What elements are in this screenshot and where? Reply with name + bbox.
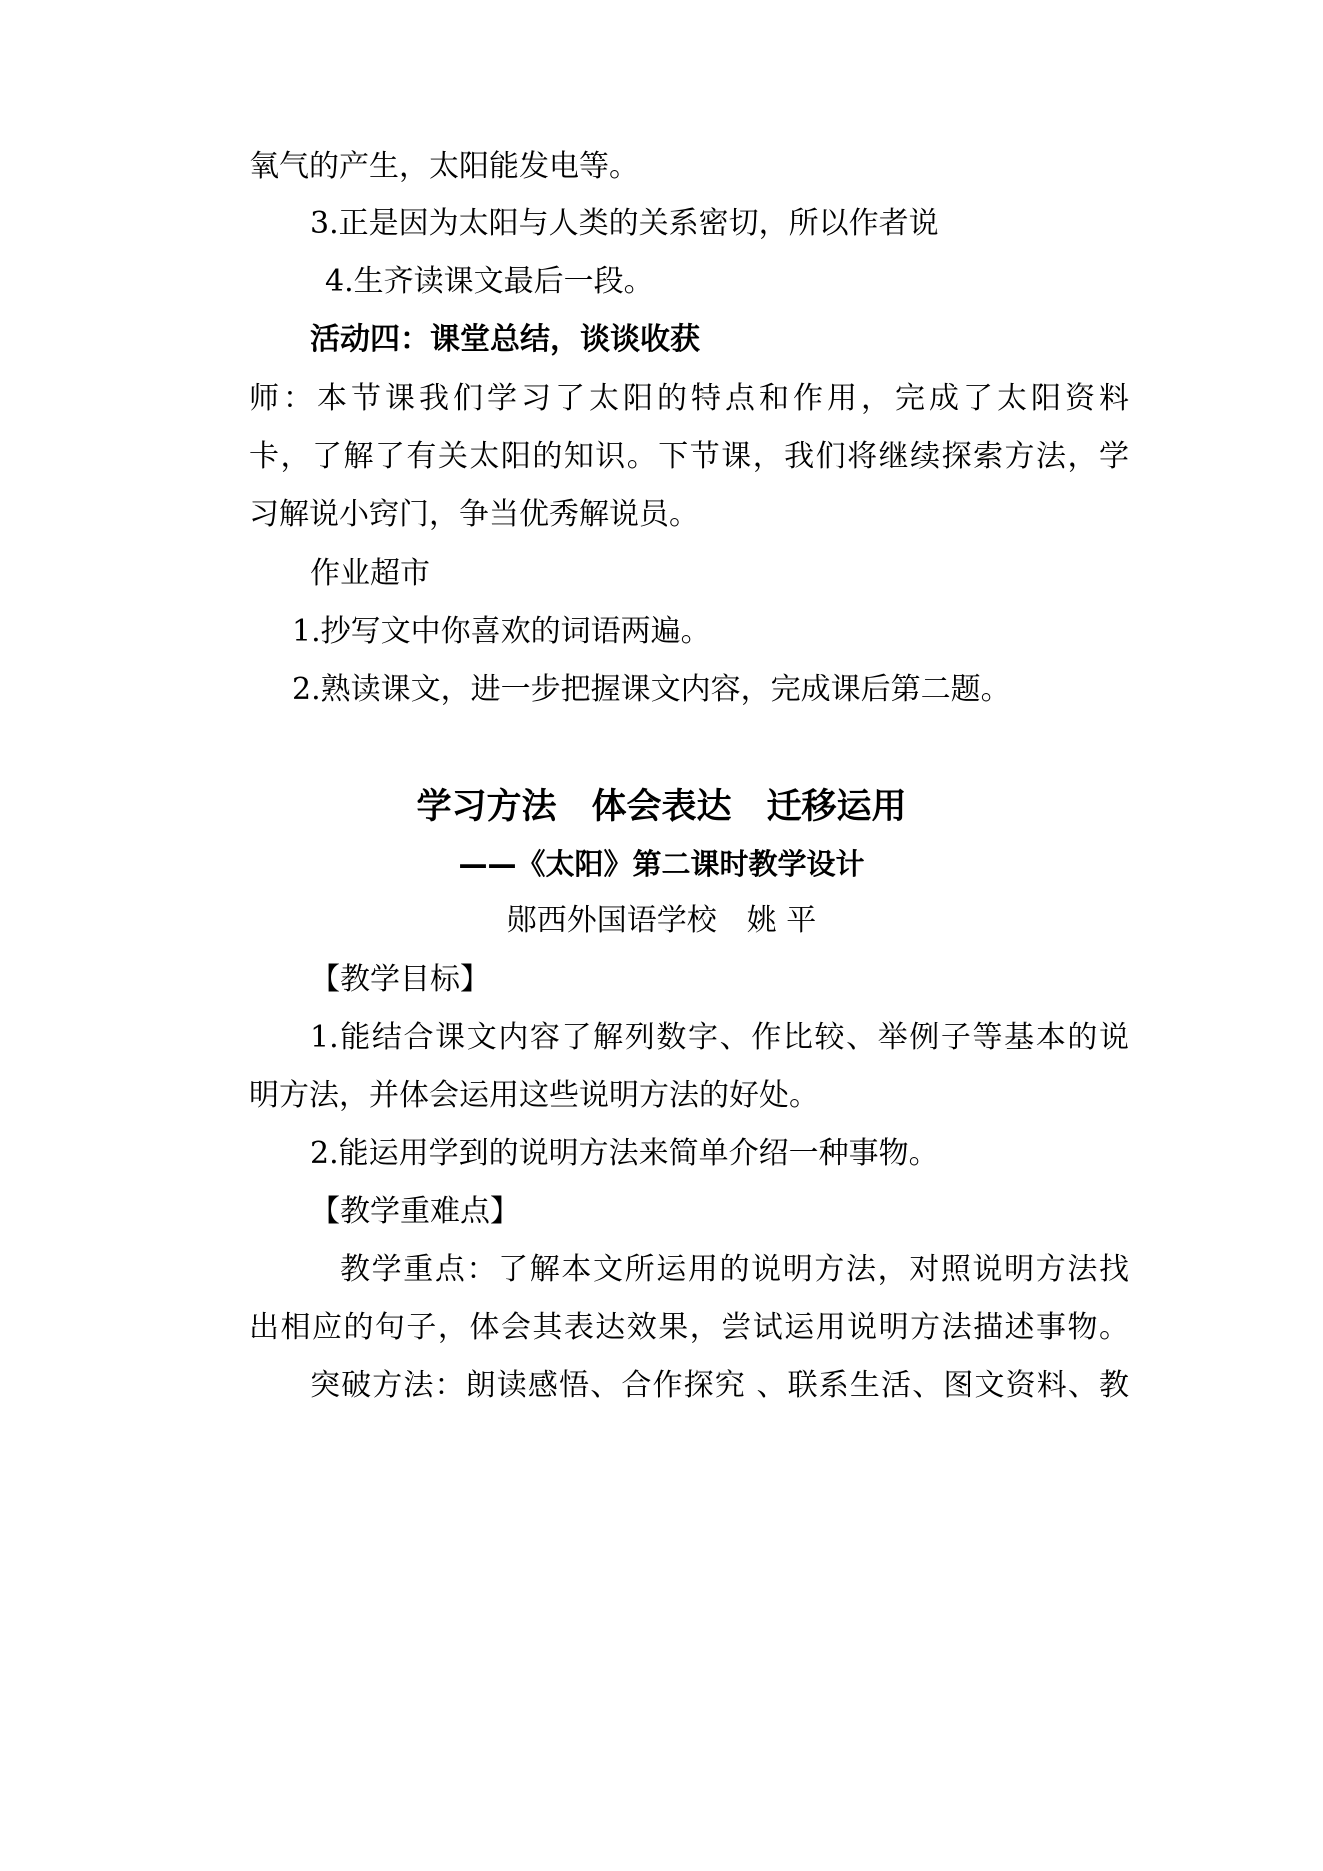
paragraph-line: 师：本节课我们学习了太阳的特点和作用，完成了太阳资料 bbox=[249, 381, 1129, 416]
author-line: 郧西外国语学校 姚 平 bbox=[506, 903, 817, 938]
document-title: 学习方法 体会表达 迁移运用 bbox=[416, 787, 907, 827]
paragraph-line: 卡，了解了有关太阳的知识。下节课，我们将继续探索方法，学 bbox=[249, 439, 1129, 474]
list-item: 1.抄写文中你喜欢的词语两遍。 bbox=[292, 614, 711, 649]
section-heading: 活动四：课堂总结，谈谈收获 bbox=[310, 322, 700, 357]
paragraph-line: 突破方法：朗读感悟、合作探究 、联系生活、图文资料、教 bbox=[310, 1368, 1129, 1403]
text-line: 3.正是因为太阳与人类的关系密切，所以作者说 bbox=[310, 206, 939, 241]
list-item: 2.熟读课文，进一步把握课文内容，完成课后第二题。 bbox=[292, 672, 1011, 707]
paragraph-line: 出相应的句子，体会其表达效果，尝试运用说明方法描述事物。 bbox=[249, 1310, 1129, 1345]
text-line: 氧气的产生，太阳能发电等。 bbox=[249, 149, 639, 184]
paragraph-line: 教学重点：了解本文所运用的说明方法，对照说明方法找 bbox=[340, 1252, 1129, 1287]
paragraph-line: 习解说小窍门，争当优秀解说员。 bbox=[249, 497, 699, 532]
document-subtitle: ——《太阳》第二课时教学设计 bbox=[458, 847, 865, 881]
section-heading: 【教学重难点】 bbox=[310, 1194, 520, 1229]
homework-heading: 作业超市 bbox=[310, 556, 430, 591]
text-line: 4.生齐读课文最后一段。 bbox=[325, 264, 654, 299]
section-heading: 【教学目标】 bbox=[310, 962, 490, 997]
paragraph-line: 明方法，并体会运用这些说明方法的好处。 bbox=[249, 1078, 819, 1113]
paragraph-line: 2.能运用学到的说明方法来简单介绍一种事物。 bbox=[310, 1136, 939, 1171]
paragraph-line: 1.能结合课文内容了解列数字、作比较、举例子等基本的说 bbox=[310, 1020, 1129, 1055]
